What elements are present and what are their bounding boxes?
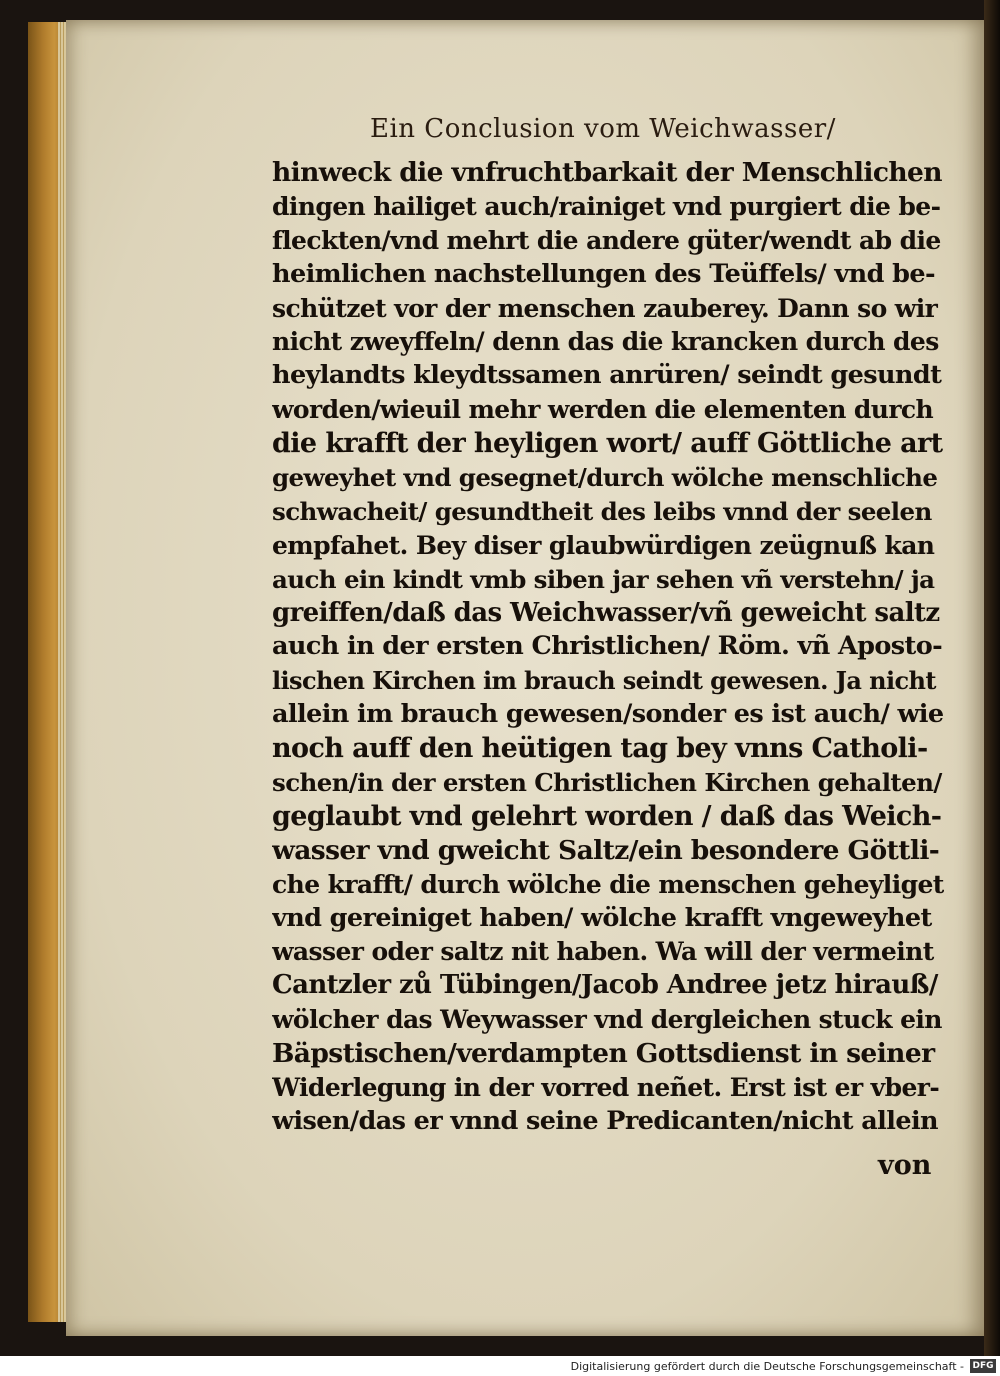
funding-credit: Digitalisierung gefördert durch die Deutsche Forschungsgemeinschaft -	[570, 1359, 964, 1373]
text-line: allein im brauch gewesen/sonder es ist auch/ wie	[272, 699, 944, 730]
right-binding-edge	[984, 0, 1000, 1356]
text-line: fleckten/vnd mehrt die andere güter/wendt ab die	[272, 225, 941, 255]
text-line: wisen/das er vnnd seine Predicanten/nicht allein	[272, 1105, 939, 1136]
text-line: Widerlegung in der vorred neñet. Erst ist er vber-	[272, 1073, 940, 1103]
text-line: wölcher das Weywasser vnd dergleichen stuck ein	[272, 1005, 942, 1035]
text-line: wasser oder saltz nit haben. Wa will der vermeint	[272, 937, 934, 967]
text-line: schen/in der ersten Christlichen Kirchen gehalten/	[272, 768, 942, 798]
catchword: von	[878, 1150, 932, 1181]
footer	[0, 1356, 1000, 1376]
text-line: worden/wieuil mehr werden die elementen durch	[272, 395, 934, 425]
running-head: Ein Conclusion vom Weichwasser/	[370, 114, 836, 144]
text-block	[272, 156, 944, 1139]
text-line: die krafft der heyligen wort/ auff Göttliche art	[272, 428, 943, 460]
text-line: che krafft/ durch wölche die menschen geheyliget	[272, 869, 944, 899]
text-line: empfahet. Bey diser glaubwürdigen zeügnuß kan	[272, 530, 935, 560]
dfg-logo: DFG	[970, 1359, 996, 1373]
text-line: dingen hailiget auch/rainiget vnd purgiert die be-	[272, 191, 941, 221]
text-line: heylandts kleydtssamen anrüren/ seindt gesundt	[272, 360, 942, 391]
text-line: geglaubt vnd gelehrt worden / daß das Weich-	[272, 800, 942, 832]
text-line: heimlichen nachstellungen des Teüffels/ vnd be-	[272, 258, 935, 289]
text-line: auch in der ersten Christlichen/ Röm. vñ Aposto-	[272, 631, 943, 662]
text-line: wasser vnd gweicht Saltz/ein besondere Göttli-	[272, 834, 940, 866]
text-line: schwacheit/ gesundtheit des leibs vnnd der seelen	[272, 496, 932, 526]
text-line: noch auff den heütigen tag bey vnns Catholi-	[272, 733, 928, 765]
text-line: greiffen/daß das Weichwasser/vñ geweicht saltz	[272, 597, 940, 628]
text-line: Cantzler zů Tübingen/Jacob Andree jetz hirauß/	[272, 970, 938, 1001]
text-line: lischen Kirchen im brauch seindt gewesen. Ja nicht	[272, 666, 936, 696]
text-line: hinweck die vnfruchtbarkait der Menschlichen	[272, 157, 942, 188]
text-line: auch ein kindt vmb siben jar sehen vñ verstehn/ ja	[272, 564, 935, 594]
text-line: vnd gereiniget haben/ wölche krafft vngeweyhet	[272, 902, 932, 933]
text-line: schützet vor der menschen zauberey. Dann so wir	[272, 293, 938, 323]
text-line: geweyhet vnd gesegnet/durch wölche menschliche	[272, 463, 938, 493]
text-line: Bäpstischen/verdampten Gottsdienst in seiner	[272, 1038, 935, 1070]
text-line: nicht zweyffeln/ denn das die krancken durch des	[272, 327, 939, 357]
